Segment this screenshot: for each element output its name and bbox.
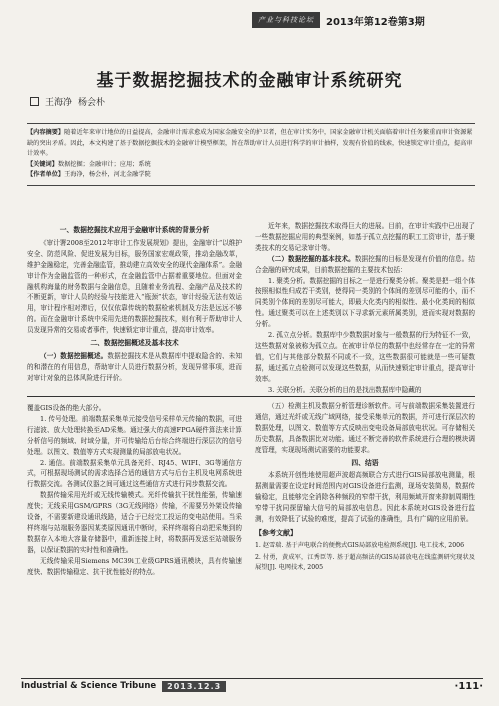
paragraph: 数据挖掘的目标是发现有价值的信息。结合金融的研究成果，目前数据挖掘的主要技术包括： (255, 254, 476, 274)
abstract-block (27, 123, 475, 186)
right-column-top (255, 221, 475, 396)
paragraph: 2. 通信。前端数据采集单元具备光纤、RJ45、WIFI、3G等通信方式，可根据现场测试的需求选择合适的通信方式与后台主机及电网系统进行数据交流。各测试仪器之间可通过这些通信方式进行同步数据交流。 (27, 458, 242, 489)
keywords-label: 【关键词】 (27, 160, 58, 168)
journal-tag: 产业与科技论坛 (252, 12, 320, 28)
paragraph: 数据挖掘技术是从数据库中提取隐含的、未知的和潜在的有用信息，帮助审计人员进行数据分析，发现异常事项，进而对审计对象的总体风险进行评价。 (27, 351, 243, 382)
section-heading: 二、数据挖掘概述及基本技术 (90, 339, 179, 348)
issue-label: 2013年第12卷第3期 (326, 16, 425, 28)
keywords-text: 数据挖掘；金融审计；应用；系统 (57, 160, 151, 168)
left-column-top (27, 223, 242, 384)
author-name: 王海净 (45, 98, 73, 108)
article-title: 基于数据挖掘技术的金融审计系统研究 (96, 71, 403, 91)
affiliation-label: 【作者单位】 (27, 171, 65, 178)
paragraph: 数据传输采用光纤或无线传输模式。光纤传输抗干扰性能强，传输速度快；无线采用GSM/GPRS（3G无线网络）传输，不需要另外架设传输设备，不需要新建设通讯线路，适合于已经完工投运的变电站使用。当采样终端与站端服务器因某类原因通讯中断时，采样终端将自动把采集到的数据存入本地大容量存储器中，重新连接上时，将数据再发送至站端服务器，以保证数据的实时性和准确性。 (27, 491, 242, 554)
paragraph: 本系统开创性地使用超声波超高频联合方式进行GIS局部放电测量，根据测量需要在设定时间范围内对GIS设备进行监测，现场安装简易，数据传输稳定，且能够完全消除各种频段的窄带干扰，利用频域开窗来抑制周期性窄带干扰同探留输大信号的局部放电信息。因此本系统对GIS设备进行监测，有效降低了试验的难度，提高了试验的准确性，具有广阔的应用前景。 (255, 471, 475, 524)
paragraph: 《审计署2008至2012年审计工作发展规划》提出，金融审计“以维护安全、防范风险、促进发展为目标，服务国家宏观政策，推动金融改革，维护金融稳定，完善金融监管，推动建立高效安全的现代金融体系”。金融审计作为金融监管的一种形式，在金融监管中占据着重要地位。但面对金融机构海量的财务数据与金融信息，且随着业务流程、金融产品及技术的不断更新，审计人员的经验与技能进入“瓶颈”状态，审计经验无法有效运用，审计程序相对滞后，仅仅依靠传统的数据检索机制及方法是远远不够的。而在金融审计系统中采用先进的数据挖掘技术，则有利于帮助审计人员发现异常的交易或者事件，快速锁定审计重点，提高审计效率。 (27, 238, 242, 335)
section-heading: 四、结语 (351, 458, 379, 467)
author-name: 杨会朴 (78, 98, 106, 108)
paragraph: 无线传输采用Siemens MC39i工业级GPRS通讯模块，具有传输速度快、数据传输稳定、抗干扰性能好的特点。 (27, 556, 242, 576)
subsection-heading: （二）数据挖掘的基本技术。 (268, 254, 355, 263)
paragraph: 1. 聚类分析。数据挖掘的目标之一是进行聚类分析。聚类是把一组个体按照相似性归成若干类别，使得同一类别的个体间的差别尽可能的小，而不同类别个体间的差别尽可能大，即最大化类内的相似性、最小化类间的相似性。通过聚类可以在上述类别以下寻求新元素所属类别，进而实现对数据的分析。 (255, 276, 475, 329)
reference-item: 1. 赵雪瑞. 基于声电联合的便携式GIS局部放电检测系统[J]. 电工技术, 2006 (255, 541, 465, 549)
article-divider (27, 396, 475, 397)
references-heading: 【参考文献】 (255, 528, 297, 537)
footer-date: 2013.12.3 (162, 681, 226, 692)
paragraph: 3. 关联分析。关联分析的目的是找出数据库中隐藏的 (268, 385, 422, 394)
paragraph: 2. 孤立点分析。数据库中少数数据对象与一般数据的行为特征不一致，这些数据对象被称为孤立点。在被审计单位的数据中也经常存在一定的异常值，它们与其他部分数据不同或不一致，这些数据很可能就是一些可疑数据，通过孤立点检测可以发现这些数据，从而快速锁定审计重点，提高审计效率。 (255, 331, 475, 383)
references (255, 529, 475, 572)
paragraph: 覆盖GIS设备的绝大部分。 (27, 404, 106, 412)
author-line (30, 95, 105, 108)
abstract-text: 随着近年来审计地位的日益提高，金融审计需求愈成为国家金融安全的护卫者，但在审计实务中，国家金融审计机关面临着审计任务繁重而审计资源紧缺的突出矛盾。因此，本文构建了基于数据挖掘技术的金融审计模型框架，旨在帮助审计人员进行科学的审计抽样，发现有价值的线索，快速锁定审计重点，提高审计效率。 (27, 129, 473, 157)
paragraph: （五）检测主机及数据分析管理诊断软件。可与前端数据采集装置进行通信，通过光纤或无线广域网络，接受采集单元的数据，并可进行深层次的数据处理，以图文、数值等方式反映出变电设备局部放电状况。可存储相关历史数据，具备数据比对功能。通过不断完善的软件系统进行合理的模块调度管理，实现现场测试需要的功能要求。 (255, 402, 475, 454)
reference-item: 2. 付勇，黄成军，江秀臣等. 基于超高频法的GIS局部放电在线监测研究现状及展望[J]. 电网技术, 2005 (255, 554, 475, 571)
journal-header (252, 12, 488, 28)
affiliation-text: 王海净，杨会朴，河北金融学院 (64, 171, 151, 178)
subsection-heading: （一）数据挖掘概述。 (40, 351, 108, 360)
page-footer (21, 678, 483, 693)
page-number: ·111· (454, 680, 483, 692)
footer-journal: Industrial & Science Tribune (21, 681, 157, 691)
right-column-bottom (255, 401, 475, 575)
paragraph: 近年来，数据挖掘技术取得巨大的进展。目前，在审计实践中已出现了一些数据挖掘应用的典型案例，如基于孤立点挖掘的职工工资审计，基于聚类技术的交易记录审计等。 (255, 222, 475, 252)
paragraph: 1. 传号处理。前端数据采集单元接受信号采样单元传输的数据，可进行滤波、放大处理转换至AD采集。通过强大的高速FPGA硬件算法来计算分析信号的频域、时域分量，并可传输给后台综合终端进行深层次的信号处理。以图文、数值等方式实现测量的局部放电状况。 (27, 414, 242, 456)
abstract-label: 【内容摘要】 (27, 129, 65, 136)
section-heading: 一、数据挖掘技术应用于金融审计系统的背景分析 (59, 226, 210, 234)
left-column-bottom (27, 403, 242, 578)
author-marker-icon (30, 97, 39, 106)
